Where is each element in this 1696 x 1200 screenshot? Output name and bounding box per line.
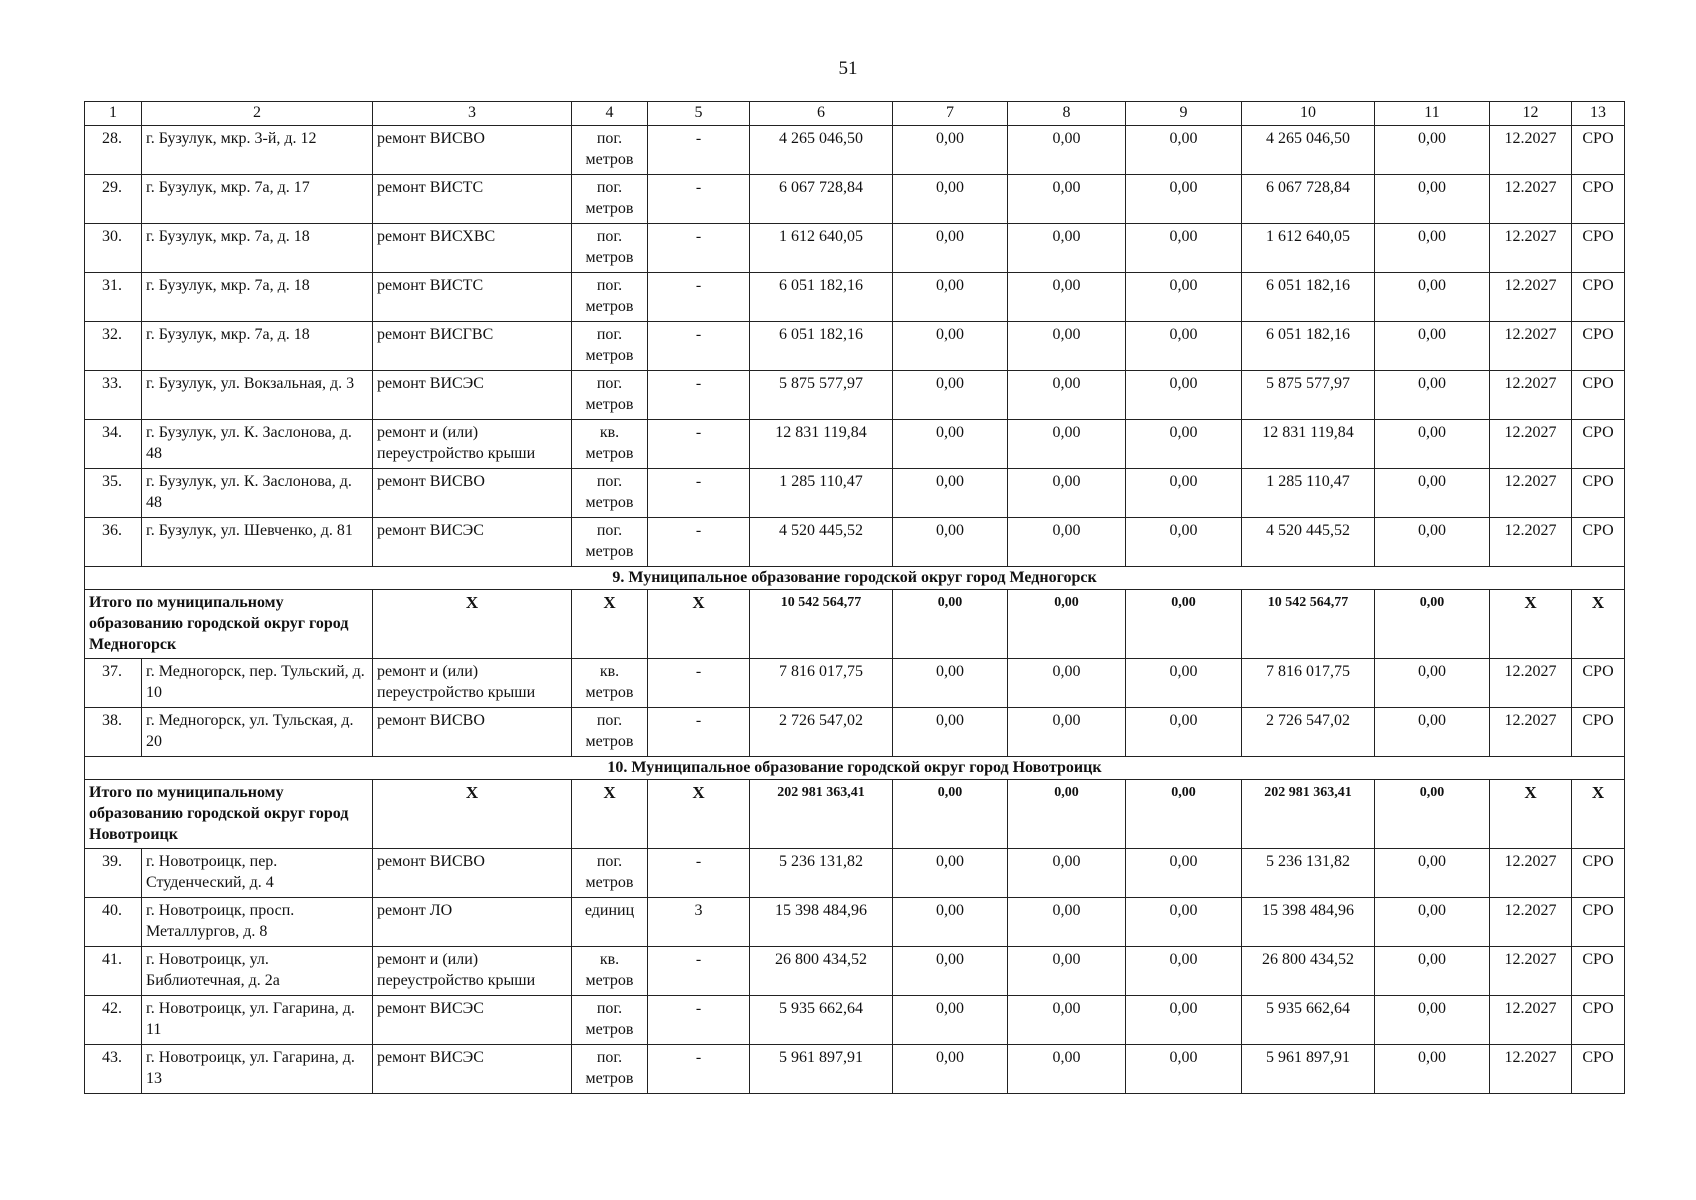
total-c6-cell: 10 542 564,77 <box>750 590 893 659</box>
column-number-header-row <box>85 102 1625 126</box>
not-applicable-mark: Х <box>373 590 572 659</box>
owner-funds-cell: 6 051 182,16 <box>1242 273 1375 322</box>
unit-cell: пог. метров <box>572 175 648 224</box>
deadline-cell: 12.2027 <box>1490 708 1572 757</box>
total-c9-cell: 0,00 <box>1126 780 1242 849</box>
total-c9-cell: 0,00 <box>1126 590 1242 659</box>
other-funds-cell: 0,00 <box>1375 947 1490 996</box>
column-number: 7 <box>893 102 1008 126</box>
work-type-cell: ремонт ВИСВО <box>373 708 572 757</box>
method-cell: СРО <box>1572 175 1625 224</box>
total-cost-cell: 7 816 017,75 <box>750 659 893 708</box>
local-budget-cost-cell: 0,00 <box>1126 518 1242 567</box>
budget-cost-cell: 0,00 <box>1008 659 1126 708</box>
deadline-cell: 12.2027 <box>1490 518 1572 567</box>
unit-cell: пог. метров <box>572 849 648 898</box>
local-budget-cost-cell: 0,00 <box>1126 126 1242 175</box>
local-budget-cost-cell: 0,00 <box>1126 175 1242 224</box>
deadline-cell: 12.2027 <box>1490 420 1572 469</box>
deadline-cell: 12.2027 <box>1490 126 1572 175</box>
capital-repair-table <box>84 101 1625 1094</box>
budget-cost-cell: 0,00 <box>1008 518 1126 567</box>
work-type-cell: ремонт ЛО <box>373 898 572 947</box>
not-applicable-mark: Х <box>648 590 750 659</box>
fund-cost-cell: 0,00 <box>893 371 1008 420</box>
other-funds-cell: 0,00 <box>1375 224 1490 273</box>
column-number: 9 <box>1126 102 1242 126</box>
unit-cell: пог. метров <box>572 1045 648 1094</box>
work-type-cell: ремонт и (или) переустройство крыши <box>373 420 572 469</box>
local-budget-cost-cell: 0,00 <box>1126 898 1242 947</box>
section-heading-row <box>85 567 1625 590</box>
other-funds-cell: 0,00 <box>1375 1045 1490 1094</box>
total-c11-cell: 0,00 <box>1375 780 1490 849</box>
budget-cost-cell: 0,00 <box>1008 322 1126 371</box>
total-cost-cell: 1 285 110,47 <box>750 469 893 518</box>
row-number-cell: 35. <box>85 469 142 518</box>
budget-cost-cell: 0,00 <box>1008 849 1126 898</box>
other-funds-cell: 0,00 <box>1375 898 1490 947</box>
fund-cost-cell: 0,00 <box>893 420 1008 469</box>
total-cost-cell: 5 875 577,97 <box>750 371 893 420</box>
row-number-cell: 39. <box>85 849 142 898</box>
fund-cost-cell: 0,00 <box>893 273 1008 322</box>
section-heading-row <box>85 757 1625 780</box>
unit-cell: пог. метров <box>572 126 648 175</box>
unit-cell: единиц <box>572 898 648 947</box>
section-total-row <box>85 590 1625 659</box>
address-cell: г. Бузулук, мкр. 7а, д. 18 <box>142 224 373 273</box>
owner-funds-cell: 6 067 728,84 <box>1242 175 1375 224</box>
budget-cost-cell: 0,00 <box>1008 708 1126 757</box>
local-budget-cost-cell: 0,00 <box>1126 1045 1242 1094</box>
total-cost-cell: 5 935 662,64 <box>750 996 893 1045</box>
local-budget-cost-cell: 0,00 <box>1126 469 1242 518</box>
table-row <box>85 322 1625 371</box>
work-type-cell: ремонт ВИСВО <box>373 126 572 175</box>
other-funds-cell: 0,00 <box>1375 322 1490 371</box>
other-funds-cell: 0,00 <box>1375 420 1490 469</box>
unit-cell: пог. метров <box>572 469 648 518</box>
local-budget-cost-cell: 0,00 <box>1126 947 1242 996</box>
address-cell: г. Бузулук, мкр. 7а, д. 17 <box>142 175 373 224</box>
owner-funds-cell: 15 398 484,96 <box>1242 898 1375 947</box>
local-budget-cost-cell: 0,00 <box>1126 849 1242 898</box>
fund-cost-cell: 0,00 <box>893 898 1008 947</box>
budget-cost-cell: 0,00 <box>1008 469 1126 518</box>
address-cell: г. Бузулук, ул. К. Заслонова, д. 48 <box>142 469 373 518</box>
table-row <box>85 996 1625 1045</box>
address-cell: г. Новотроицк, ул. Гагарина, д. 11 <box>142 996 373 1045</box>
address-cell: г. Медногорск, пер. Тульский, д. 10 <box>142 659 373 708</box>
budget-cost-cell: 0,00 <box>1008 898 1126 947</box>
deadline-cell: 12.2027 <box>1490 322 1572 371</box>
address-cell: г. Бузулук, мкр. 7а, д. 18 <box>142 322 373 371</box>
table-row <box>85 659 1625 708</box>
table-row <box>85 518 1625 567</box>
deadline-cell: 12.2027 <box>1490 469 1572 518</box>
other-funds-cell: 0,00 <box>1375 175 1490 224</box>
owner-funds-cell: 5 961 897,91 <box>1242 1045 1375 1094</box>
owner-funds-cell: 1 285 110,47 <box>1242 469 1375 518</box>
other-funds-cell: 0,00 <box>1375 659 1490 708</box>
method-cell: СРО <box>1572 996 1625 1045</box>
work-type-cell: ремонт ВИСВО <box>373 469 572 518</box>
method-cell: СРО <box>1572 420 1625 469</box>
table-row <box>85 708 1625 757</box>
address-cell: г. Новотроицк, пер. Студенческий, д. 4 <box>142 849 373 898</box>
unit-cell: пог. метров <box>572 371 648 420</box>
address-cell: г. Бузулук, мкр. 3-й, д. 12 <box>142 126 373 175</box>
work-type-cell: ремонт ВИСВО <box>373 849 572 898</box>
quantity-cell: - <box>648 947 750 996</box>
column-number: 5 <box>648 102 750 126</box>
total-c7-cell: 0,00 <box>893 780 1008 849</box>
quantity-cell: - <box>648 518 750 567</box>
total-cost-cell: 26 800 434,52 <box>750 947 893 996</box>
local-budget-cost-cell: 0,00 <box>1126 224 1242 273</box>
owner-funds-cell: 5 875 577,97 <box>1242 371 1375 420</box>
owner-funds-cell: 1 612 640,05 <box>1242 224 1375 273</box>
total-cost-cell: 4 520 445,52 <box>750 518 893 567</box>
method-cell: СРО <box>1572 469 1625 518</box>
total-cost-cell: 6 051 182,16 <box>750 273 893 322</box>
other-funds-cell: 0,00 <box>1375 469 1490 518</box>
method-cell: СРО <box>1572 371 1625 420</box>
owner-funds-cell: 12 831 119,84 <box>1242 420 1375 469</box>
method-cell: СРО <box>1572 659 1625 708</box>
local-budget-cost-cell: 0,00 <box>1126 708 1242 757</box>
column-number: 3 <box>373 102 572 126</box>
budget-cost-cell: 0,00 <box>1008 126 1126 175</box>
local-budget-cost-cell: 0,00 <box>1126 322 1242 371</box>
budget-cost-cell: 0,00 <box>1008 1045 1126 1094</box>
total-cost-cell: 15 398 484,96 <box>750 898 893 947</box>
other-funds-cell: 0,00 <box>1375 708 1490 757</box>
work-type-cell: ремонт и (или) переустройство крыши <box>373 947 572 996</box>
other-funds-cell: 0,00 <box>1375 518 1490 567</box>
other-funds-cell: 0,00 <box>1375 126 1490 175</box>
table-row <box>85 898 1625 947</box>
work-type-cell: ремонт ВИСТС <box>373 175 572 224</box>
deadline-cell: 12.2027 <box>1490 1045 1572 1094</box>
unit-cell: пог. метров <box>572 518 648 567</box>
total-c8-cell: 0,00 <box>1008 590 1126 659</box>
column-number: 11 <box>1375 102 1490 126</box>
deadline-cell: 12.2027 <box>1490 947 1572 996</box>
address-cell: г. Бузулук, ул. Вокзальная, д. 3 <box>142 371 373 420</box>
not-applicable-mark: Х <box>572 590 648 659</box>
fund-cost-cell: 0,00 <box>893 518 1008 567</box>
row-number-cell: 43. <box>85 1045 142 1094</box>
other-funds-cell: 0,00 <box>1375 849 1490 898</box>
deadline-cell: 12.2027 <box>1490 659 1572 708</box>
table-row <box>85 224 1625 273</box>
quantity-cell: 3 <box>648 898 750 947</box>
unit-cell: кв. метров <box>572 659 648 708</box>
total-label: Итого по муниципальному образованию городской округ город Медногорск <box>85 590 373 659</box>
deadline-cell: 12.2027 <box>1490 996 1572 1045</box>
row-number-cell: 31. <box>85 273 142 322</box>
local-budget-cost-cell: 0,00 <box>1126 371 1242 420</box>
column-number: 12 <box>1490 102 1572 126</box>
other-funds-cell: 0,00 <box>1375 371 1490 420</box>
total-cost-cell: 6 067 728,84 <box>750 175 893 224</box>
owner-funds-cell: 26 800 434,52 <box>1242 947 1375 996</box>
method-cell: СРО <box>1572 947 1625 996</box>
fund-cost-cell: 0,00 <box>893 659 1008 708</box>
unit-cell: пог. метров <box>572 273 648 322</box>
quantity-cell: - <box>648 273 750 322</box>
work-type-cell: ремонт и (или) переустройство крыши <box>373 659 572 708</box>
total-c10-cell: 202 981 363,41 <box>1242 780 1375 849</box>
quantity-cell: - <box>648 224 750 273</box>
address-cell: г. Новотроицк, ул. Библиотечная, д. 2а <box>142 947 373 996</box>
local-budget-cost-cell: 0,00 <box>1126 420 1242 469</box>
deadline-cell: 12.2027 <box>1490 371 1572 420</box>
deadline-cell: 12.2027 <box>1490 898 1572 947</box>
work-type-cell: ремонт ВИСЭС <box>373 518 572 567</box>
deadline-cell: 12.2027 <box>1490 849 1572 898</box>
unit-cell: кв. метров <box>572 420 648 469</box>
total-cost-cell: 5 961 897,91 <box>750 1045 893 1094</box>
total-cost-cell: 1 612 640,05 <box>750 224 893 273</box>
quantity-cell: - <box>648 659 750 708</box>
section-title: 9. Муниципальное образование городской округ город Медногорск <box>85 567 1625 590</box>
deadline-cell: 12.2027 <box>1490 273 1572 322</box>
fund-cost-cell: 0,00 <box>893 947 1008 996</box>
quantity-cell: - <box>648 849 750 898</box>
total-cost-cell: 12 831 119,84 <box>750 420 893 469</box>
table-row <box>85 849 1625 898</box>
budget-cost-cell: 0,00 <box>1008 996 1126 1045</box>
method-cell: СРО <box>1572 518 1625 567</box>
unit-cell: кв. метров <box>572 947 648 996</box>
row-number-cell: 30. <box>85 224 142 273</box>
row-number-cell: 32. <box>85 322 142 371</box>
deadline-cell: 12.2027 <box>1490 175 1572 224</box>
other-funds-cell: 0,00 <box>1375 996 1490 1045</box>
fund-cost-cell: 0,00 <box>893 849 1008 898</box>
fund-cost-cell: 0,00 <box>893 224 1008 273</box>
quantity-cell: - <box>648 708 750 757</box>
method-cell: СРО <box>1572 273 1625 322</box>
row-number-cell: 40. <box>85 898 142 947</box>
method-cell: СРО <box>1572 224 1625 273</box>
total-c7-cell: 0,00 <box>893 590 1008 659</box>
address-cell: г. Новотроицк, просп. Металлургов, д. 8 <box>142 898 373 947</box>
budget-cost-cell: 0,00 <box>1008 175 1126 224</box>
quantity-cell: - <box>648 322 750 371</box>
total-cost-cell: 2 726 547,02 <box>750 708 893 757</box>
not-applicable-mark: Х <box>373 780 572 849</box>
table-row <box>85 126 1625 175</box>
quantity-cell: - <box>648 371 750 420</box>
section-total-row <box>85 780 1625 849</box>
owner-funds-cell: 5 236 131,82 <box>1242 849 1375 898</box>
not-applicable-mark: Х <box>1572 780 1625 849</box>
work-type-cell: ремонт ВИСТС <box>373 273 572 322</box>
method-cell: СРО <box>1572 126 1625 175</box>
total-label: Итого по муниципальному образованию городской округ город Новотроицк <box>85 780 373 849</box>
method-cell: СРО <box>1572 708 1625 757</box>
row-number-cell: 41. <box>85 947 142 996</box>
work-type-cell: ремонт ВИСЭС <box>373 1045 572 1094</box>
unit-cell: пог. метров <box>572 224 648 273</box>
unit-cell: пог. метров <box>572 322 648 371</box>
work-type-cell: ремонт ВИСЭС <box>373 996 572 1045</box>
unit-cell: пог. метров <box>572 708 648 757</box>
column-number: 13 <box>1572 102 1625 126</box>
not-applicable-mark: Х <box>1490 590 1572 659</box>
column-number: 2 <box>142 102 373 126</box>
fund-cost-cell: 0,00 <box>893 996 1008 1045</box>
method-cell: СРО <box>1572 1045 1625 1094</box>
address-cell: г. Медногорск, ул. Тульская, д. 20 <box>142 708 373 757</box>
row-number-cell: 29. <box>85 175 142 224</box>
budget-cost-cell: 0,00 <box>1008 371 1126 420</box>
fund-cost-cell: 0,00 <box>893 175 1008 224</box>
row-number-cell: 28. <box>85 126 142 175</box>
column-number: 4 <box>572 102 648 126</box>
quantity-cell: - <box>648 1045 750 1094</box>
local-budget-cost-cell: 0,00 <box>1126 996 1242 1045</box>
table-row <box>85 1045 1625 1094</box>
address-cell: г. Бузулук, ул. Шевченко, д. 81 <box>142 518 373 567</box>
fund-cost-cell: 0,00 <box>893 469 1008 518</box>
table-row <box>85 175 1625 224</box>
fund-cost-cell: 0,00 <box>893 708 1008 757</box>
row-number-cell: 34. <box>85 420 142 469</box>
total-c8-cell: 0,00 <box>1008 780 1126 849</box>
owner-funds-cell: 2 726 547,02 <box>1242 708 1375 757</box>
method-cell: СРО <box>1572 322 1625 371</box>
total-c11-cell: 0,00 <box>1375 590 1490 659</box>
total-c10-cell: 10 542 564,77 <box>1242 590 1375 659</box>
row-number-cell: 36. <box>85 518 142 567</box>
work-type-cell: ремонт ВИСЭС <box>373 371 572 420</box>
owner-funds-cell: 7 816 017,75 <box>1242 659 1375 708</box>
address-cell: г. Бузулук, ул. К. Заслонова, д. 48 <box>142 420 373 469</box>
owner-funds-cell: 6 051 182,16 <box>1242 322 1375 371</box>
quantity-cell: - <box>648 126 750 175</box>
budget-cost-cell: 0,00 <box>1008 273 1126 322</box>
method-cell: СРО <box>1572 898 1625 947</box>
row-number-cell: 38. <box>85 708 142 757</box>
fund-cost-cell: 0,00 <box>893 322 1008 371</box>
fund-cost-cell: 0,00 <box>893 1045 1008 1094</box>
total-c6-cell: 202 981 363,41 <box>750 780 893 849</box>
not-applicable-mark: Х <box>648 780 750 849</box>
row-number-cell: 42. <box>85 996 142 1045</box>
budget-cost-cell: 0,00 <box>1008 947 1126 996</box>
column-number: 1 <box>85 102 142 126</box>
total-cost-cell: 6 051 182,16 <box>750 322 893 371</box>
section-title: 10. Муниципальное образование городской округ город Новотроицк <box>85 757 1625 780</box>
work-type-cell: ремонт ВИСХВС <box>373 224 572 273</box>
row-number-cell: 37. <box>85 659 142 708</box>
other-funds-cell: 0,00 <box>1375 273 1490 322</box>
not-applicable-mark: Х <box>572 780 648 849</box>
method-cell: СРО <box>1572 849 1625 898</box>
local-budget-cost-cell: 0,00 <box>1126 273 1242 322</box>
page-number: 51 <box>838 58 858 79</box>
deadline-cell: 12.2027 <box>1490 224 1572 273</box>
owner-funds-cell: 4 265 046,50 <box>1242 126 1375 175</box>
work-type-cell: ремонт ВИСГВС <box>373 322 572 371</box>
total-cost-cell: 4 265 046,50 <box>750 126 893 175</box>
unit-cell: пог. метров <box>572 996 648 1045</box>
not-applicable-mark: Х <box>1490 780 1572 849</box>
owner-funds-cell: 4 520 445,52 <box>1242 518 1375 567</box>
fund-cost-cell: 0,00 <box>893 126 1008 175</box>
owner-funds-cell: 5 935 662,64 <box>1242 996 1375 1045</box>
budget-cost-cell: 0,00 <box>1008 224 1126 273</box>
budget-cost-cell: 0,00 <box>1008 420 1126 469</box>
quantity-cell: - <box>648 469 750 518</box>
quantity-cell: - <box>648 996 750 1045</box>
row-number-cell: 33. <box>85 371 142 420</box>
column-number: 10 <box>1242 102 1375 126</box>
address-cell: г. Бузулук, мкр. 7а, д. 18 <box>142 273 373 322</box>
table-row <box>85 371 1625 420</box>
local-budget-cost-cell: 0,00 <box>1126 659 1242 708</box>
table-row <box>85 947 1625 996</box>
quantity-cell: - <box>648 420 750 469</box>
address-cell: г. Новотроицк, ул. Гагарина, д. 13 <box>142 1045 373 1094</box>
not-applicable-mark: Х <box>1572 590 1625 659</box>
column-number: 8 <box>1008 102 1126 126</box>
quantity-cell: - <box>648 175 750 224</box>
table-row <box>85 469 1625 518</box>
column-number: 6 <box>750 102 893 126</box>
table-row <box>85 273 1625 322</box>
table-row <box>85 420 1625 469</box>
total-cost-cell: 5 236 131,82 <box>750 849 893 898</box>
